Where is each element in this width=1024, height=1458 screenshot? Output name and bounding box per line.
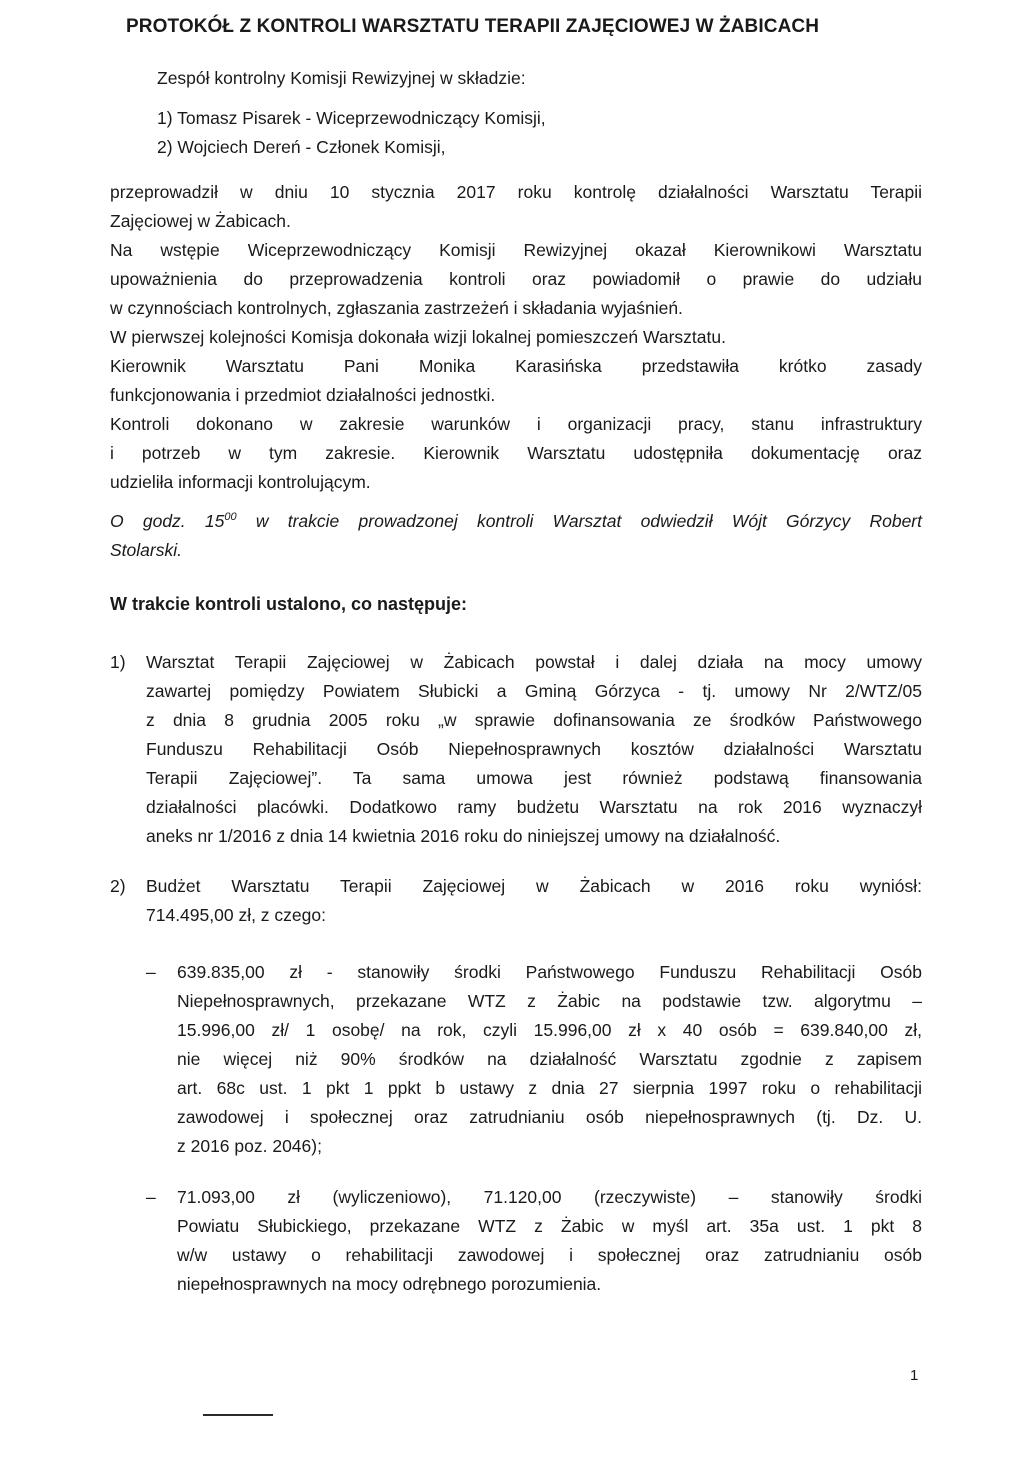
body-line: udzieliła informacji kontrolującym. — [110, 472, 371, 492]
finding-line: aneks nr 1/2016 z dnia 14 kwietnia 2016 roku do niniejszej umowy na działalność. — [146, 826, 781, 846]
bullet-line: niepełnosprawnych na mocy odrębnego porozumienia. — [177, 1274, 602, 1294]
note-line-2: Stolarski. — [110, 540, 182, 560]
body-line: Na wstępie Wiceprzewodniczący Komisji Rewizyjnej okazał Kierownikowi Warsztatu — [110, 240, 922, 260]
document-title: PROTOKÓŁ Z KONTROLI WARSZTATU TERAPII ZAJĘCIOWEJ W ŻABICACH — [126, 16, 820, 37]
body-line: Zajęciowej w Żabicach. — [110, 211, 291, 231]
finding-line: Warsztat Terapii Zajęciowej w Żabicach powstał i dalej działa na mocy umowy — [146, 652, 922, 672]
budget-bullet — [146, 1183, 922, 1299]
dash-marker: – — [146, 962, 156, 982]
body-line: w czynnościach kontrolnych, zgłaszania zastrzeżeń i składania wyjaśnień. — [110, 298, 683, 318]
bullet-line: z 2016 poz. 2046); — [177, 1136, 322, 1156]
finding-number: 1) — [110, 652, 126, 672]
visit-note — [110, 507, 922, 565]
findings-heading: W trakcie kontroli ustalono, co następuje: — [110, 594, 468, 614]
finding-number: 2) — [110, 876, 126, 896]
body-line: przeprowadził w dniu 10 stycznia 2017 roku kontrolę działalności Warsztatu Terapii — [110, 182, 922, 202]
body-line: i potrzeb w tym zakresie. Kierownik Warsztatu udostępniła dokumentację oraz — [110, 443, 922, 463]
member-item: 2) Wojciech Dereń - Członek Komisji, — [157, 137, 446, 157]
bullet-line: Powiatu Słubickiego, przekazane WTZ z Żabic w myśl art. 35a ust. 1 pkt 8 — [177, 1216, 922, 1236]
finding-line: działalności placówki. Dodatkowo ramy budżetu Warsztatu na rok 2016 wyznaczył — [146, 797, 922, 817]
finding-line: Budżet Warsztatu Terapii Zajęciowej w Żabicach w 2016 roku wyniósł: — [146, 876, 922, 896]
finding-line: zawartej pomiędzy Powiatem Słubicki a Gminą Górzyca - tj. umowy Nr 2/WTZ/05 — [146, 681, 922, 701]
body-line: Kierownik Warsztatu Pani Monika Karasińska przedstawiła krótko zasady — [110, 356, 922, 376]
body-line: W pierwszej kolejności Komisja dokonała wizji lokalnej pomieszczeń Warsztatu. — [110, 327, 726, 347]
note-rest: w trakcie prowadzonej kontroli Warsztat odwiedził Wójt Górzycy Robert — [236, 511, 922, 531]
bullet-line: Niepełnosprawnych, przekazane WTZ z Żabic na podstawie tzw. algorytmu – — [177, 991, 922, 1011]
body-line: Kontroli dokonano w zakresie warunków i organizacji pracy, stanu infrastruktury — [110, 414, 922, 434]
member-item: 1) Tomasz Pisarek - Wiceprzewodniczący Komisji, — [157, 108, 546, 128]
page-number: 1 — [910, 1367, 919, 1384]
bullet-line: w/w ustawy o rehabilitacji zawodowej i społecznej oraz zatrudnianiu osób — [177, 1245, 922, 1265]
bullet-line: zawodowej i społecznej oraz zatrudnianiu osób niepełnosprawnych (tj. Dz. U. — [177, 1107, 922, 1127]
dash-marker: – — [146, 1187, 156, 1207]
finding-item — [110, 872, 922, 930]
bullet-line: nie więcej niż 90% środków na działalność Warsztatu zgodnie z zapisem — [177, 1049, 922, 1069]
committee-members-list — [157, 104, 969, 162]
body-line: funkcjonowania i przedmiot działalności jednostki. — [110, 385, 496, 405]
bullet-line: 71.093,00 zł (wyliczeniowo), 71.120,00 (rzeczywiste) – stanowiły środki — [177, 1187, 922, 1207]
finding-item — [110, 648, 922, 851]
budget-bullet — [146, 958, 922, 1161]
footer-rule — [203, 1414, 273, 1416]
body-paragraphs — [110, 178, 922, 497]
finding-line: z dnia 8 grudnia 2005 roku „w sprawie dofinansowania ze środków Państwowego — [146, 710, 922, 730]
note-line-1 — [110, 507, 922, 536]
finding-line: 714.495,00 zł, z czego: — [146, 905, 326, 925]
note-prefix: O godz. 15 — [110, 511, 225, 531]
intro-line: Zespół kontrolny Komisji Rewizyjnej w składzie: — [157, 68, 526, 88]
bullet-line: 639.835,00 zł - stanowiły środki Państwowego Funduszu Rehabilitacji Osób — [177, 962, 922, 982]
bullet-line: art. 68c ust. 1 pkt 1 ppkt b ustawy z dnia 27 sierpnia 1997 roku o rehabilitacji — [177, 1078, 922, 1098]
body-line: upoważnienia do przeprowadzenia kontroli oraz powiadomił o prawie do udziału — [110, 269, 922, 289]
note-superscript: 00 — [224, 511, 237, 524]
finding-line: Funduszu Rehabilitacji Osób Niepełnosprawnych kosztów działalności Warsztatu — [146, 739, 922, 759]
bullet-line: 15.996,00 zł/ 1 osobę/ na rok, czyli 15.996,00 zł x 40 osób = 639.840,00 zł, — [177, 1020, 922, 1040]
finding-line: Terapii Zajęciowej”. Ta sama umowa jest również podstawą finansowania — [146, 768, 922, 788]
